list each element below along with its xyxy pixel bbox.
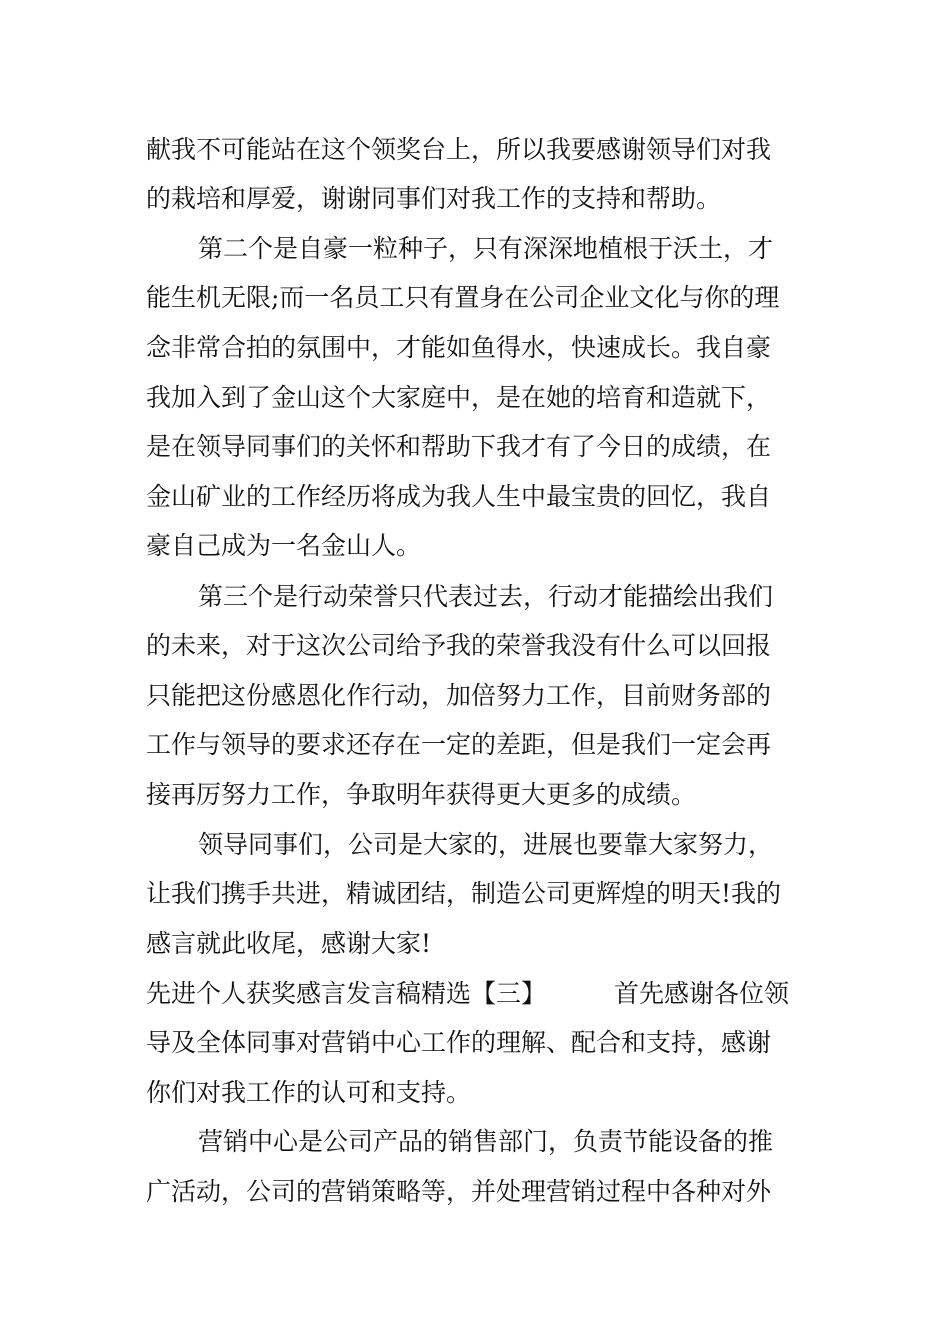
text-line: 的未来，对于这次公司给予我的荣誉我没有什么可以回报 xyxy=(146,631,772,660)
text-line: 是在领导同事们的关怀和帮助下我才有了今日的成绩，在 xyxy=(146,432,772,461)
paragraph-first-line: 第三个是行动荣誉只代表过去，行动才能描绘出我们 xyxy=(198,582,774,611)
heading-continuation: 首先感谢各位领 xyxy=(614,979,790,1008)
text-line: 工作与领导的要求还存在一定的差距，但是我们一定会再 xyxy=(146,730,772,759)
text-line: 广活动，公司的营销策略等，并处理营销过程中各种对外 xyxy=(146,1177,772,1206)
paragraph-first-line: 营销中心是公司产品的销售部门，负责节能设备的推 xyxy=(198,1127,774,1156)
text-line: 你们对我工作的认可和支持。 xyxy=(146,1078,472,1107)
text-line: 念非常合拍的氛围中，才能如鱼得水，快速成长。我自豪 xyxy=(146,333,772,362)
text-line: 献我不可能站在这个领奖台上，所以我要感谢领导们对我 xyxy=(146,135,772,164)
paragraph-first-line: 领导同事们，公司是大家的，进展也要靠大家努力， xyxy=(198,830,774,859)
text-line: 让我们携手共进，精诚团结，制造公司更辉煌的明天!我的 xyxy=(146,879,782,908)
text-line: 感言就此收尾，感谢大家! xyxy=(146,929,432,958)
text-line: 只能把这份感恩化作行动，加倍努力工作，目前财务部的 xyxy=(146,681,772,710)
section-heading-line xyxy=(146,976,806,1012)
text-line: 的栽培和厚爱，谢谢同事们对我工作的支持和帮助。 xyxy=(146,184,722,213)
text-line: 接再厉努力工作，争取明年获得更大更多的成绩。 xyxy=(146,780,697,809)
text-line: 金山矿业的工作经历将成为我人生中最宝贵的回忆，我自 xyxy=(146,482,772,511)
section-heading: 先进个人获奖感言发言稿精选【三】 xyxy=(146,979,547,1008)
text-line: 我加入到了金山这个大家庭中，是在她的培育和造就下， xyxy=(146,383,772,412)
text-line: 导及全体同事对营销中心工作的理解、配合和支持，感谢 xyxy=(146,1028,772,1057)
text-line: 豪自己成为一名金山人。 xyxy=(146,531,422,560)
paragraph-first-line: 第二个是自豪一粒种子，只有深深地植根于沃土，才 xyxy=(198,234,774,263)
text-line: 能生机无限;而一名员工只有置身在公司企业文化与你的理 xyxy=(146,283,780,312)
